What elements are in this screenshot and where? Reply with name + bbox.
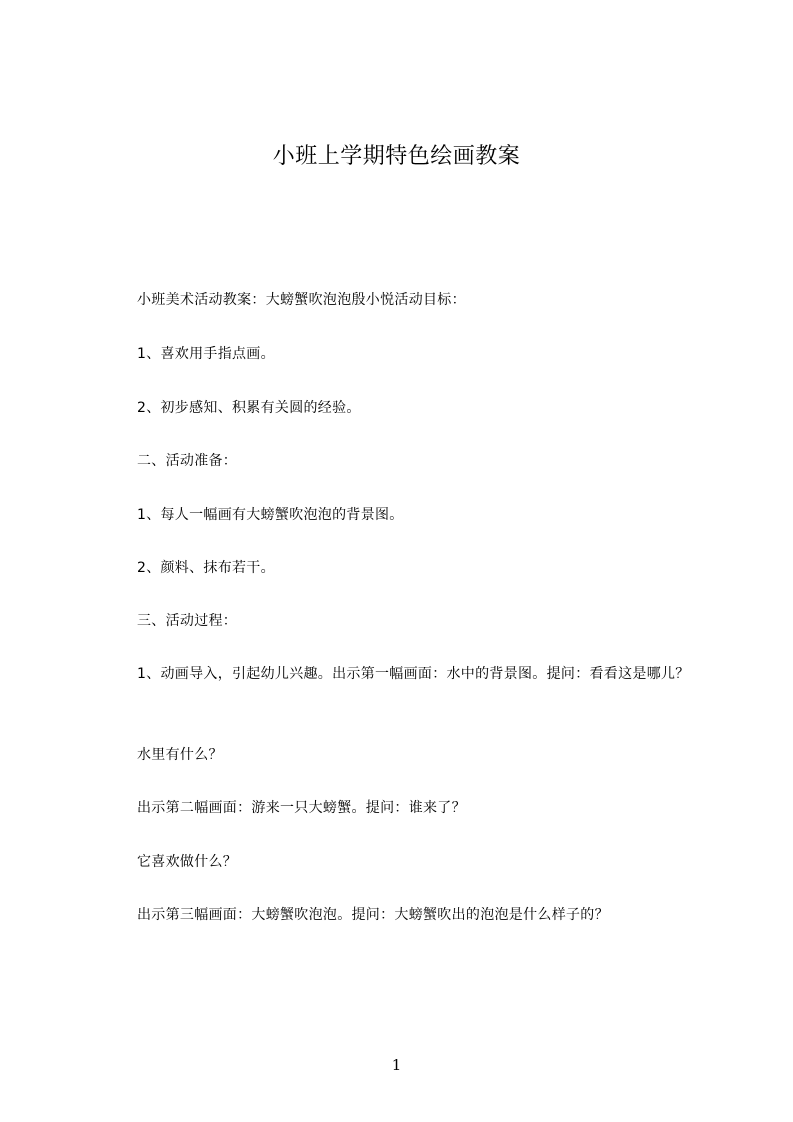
section-heading-process: 三、活动过程：	[137, 613, 238, 629]
paragraph-prep-2: 2、颜料、抹布若干。	[137, 560, 275, 576]
page-number: 1	[391, 1056, 402, 1074]
document-title: 小班上学期特色绘画教案	[272, 144, 521, 169]
section-heading-preparation: 二、活动准备：	[137, 453, 238, 469]
paragraph-process-1: 1、动画导入，引起幼儿兴趣。出示第一幅画面：水中的背景图。提问：看看这是哪儿？	[137, 666, 690, 682]
paragraph-goal-2: 2、初步感知、积累有关圆的经验。	[137, 400, 361, 416]
paragraph-scene-3: 出示第三幅画面：大螃蟹吹泡泡。提问：大螃蟹吹出的泡泡是什么样子的？	[137, 907, 609, 923]
paragraph-intro: 小班美术活动教案：大螃蟹吹泡泡殷小悦活动目标：	[137, 292, 466, 308]
paragraph-scene-2: 出示第二幅画面：游来一只大螃蟹。提问：谁来了？	[137, 800, 466, 816]
paragraph-goal-1: 1、喜欢用手指点画。	[137, 346, 275, 362]
paragraph-prep-1: 1、每人一幅画有大螃蟹吹泡泡的背景图。	[137, 507, 404, 523]
paragraph-question-1: 水里有什么？	[137, 747, 223, 763]
paragraph-question-2: 它喜欢做什么？	[137, 854, 238, 870]
